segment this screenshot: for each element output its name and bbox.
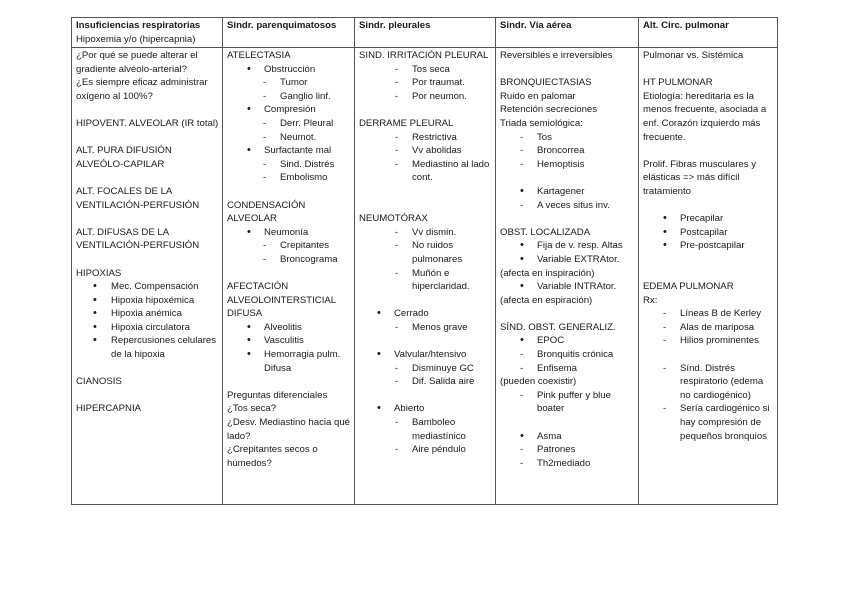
cerrado-sublist (359, 321, 492, 335)
rx-list (643, 307, 774, 348)
list-item: • Kartagener (500, 185, 635, 199)
irritacion-heading: SIND. IRRITACIÓN PLEURAL (359, 50, 489, 61)
list-item: • Mec. Compensación (76, 280, 219, 294)
pregunta-tos: ¿Tos seca? (227, 403, 277, 415)
focales-heading: ALT. FOCALES DE LA VENTILACIÓN-PERFUSIÓN (76, 185, 200, 211)
afectacion-list (227, 321, 351, 375)
neumonia-sublist (227, 239, 351, 266)
question-oxigeno: ¿Es siempre eficaz administrar oxígeno al 100%? (76, 77, 208, 102)
triada-list (500, 131, 635, 172)
header-parenquimatosos: Sindr. parenquimatosos (223, 18, 355, 48)
list-item: - Neumot. (227, 131, 351, 145)
list-item: - Por traumat. (359, 76, 492, 90)
obstruccion-sublist (227, 76, 351, 103)
obst-generaliz-heading: SÍND. OBST. GENERALIZ. (500, 321, 616, 333)
header-insuficiencias (72, 18, 223, 48)
list-item: - Líneas B de Kerley (643, 307, 774, 321)
list-item: - Mediastino al lado cont. (359, 158, 492, 185)
hipoxias-list (76, 280, 219, 362)
list-item: • EPOC (500, 334, 635, 348)
list-item: • Obstrucción (227, 63, 351, 77)
list-item: • Variable EXTRAtor. (500, 253, 635, 267)
epoc-sublist (500, 348, 635, 375)
surfactante-sublist (227, 158, 351, 185)
cell-parenquimatosos (223, 48, 355, 505)
list-item: - Vv dismin. (359, 226, 492, 240)
list-item: • Hemorragia pulm. Difusa (227, 348, 351, 375)
list-item: • Valvular/htensivo (359, 348, 492, 362)
list-item: - Derr. Pleural (227, 117, 351, 131)
header-circ-pulmonar: Alt. Circ. pulmonar (639, 18, 778, 48)
cell-insuficiencias (72, 48, 223, 505)
list-item: - Pink puffer y blue boater (500, 389, 635, 416)
list-item: - Sind. Distrés (227, 158, 351, 172)
list-item: - Bamboleo mediastínico (359, 416, 492, 443)
extra-note: (afecta en inspiración) (500, 267, 595, 279)
list-item: • Pre-postcapilar (643, 239, 774, 253)
list-item: - Bronquitis crónica (500, 348, 635, 362)
header-pleurales: Sindr. pleurales (355, 18, 496, 48)
list-item: - Alas de mariposa (643, 321, 774, 335)
list-item: • Abierto (359, 402, 492, 416)
derrame-heading: DERRAME PLEURAL (359, 117, 454, 129)
list-item: - Tos (500, 131, 635, 145)
list-item: - Hemoptisis (500, 158, 635, 172)
neumotorax-heading: NEUMOTÓRAX (359, 213, 428, 225)
list-item: - No ruidos pulmonares (359, 239, 492, 266)
cell-circ-pulmonar (639, 48, 778, 505)
prolif-text: Prolif. Fibras musculares y elásticas => más difícil tratamiento (643, 158, 757, 197)
neumotorax-list (359, 226, 492, 294)
summary-table (71, 17, 778, 505)
list-item: - Sería cardiogénico si hay compresión de pequeños bronquios (643, 402, 774, 443)
bronq-line: Ruido en palomar (500, 90, 576, 102)
intra-note: (afecta en espiración) (500, 294, 593, 306)
derrame-list (359, 131, 492, 185)
hipercapnia-heading: HIPERCAPNIA (76, 403, 142, 415)
obst-localizada-heading: OBST. LOCALIZADA (500, 226, 591, 238)
header-insuficiencias-subtitle: Hipoxemia y/o (hipercapnia) (76, 33, 196, 45)
reversibles-line: Reversibles e irreversibles (500, 50, 613, 61)
list-item: - Por neumon. (359, 90, 492, 104)
hipoxias-heading: HIPOXIAS (76, 267, 122, 279)
atelectasia-heading: ATELECTASIA (227, 50, 291, 61)
afectacion-heading: AFECTACIÓN ALVEOLOINTERSTICIAL DIFUSA (227, 281, 336, 320)
list-item: - Tos seca (359, 63, 492, 77)
coexistir-note: (pueden coexistir) (500, 376, 577, 388)
list-item: • Hipoxia anémica (76, 307, 219, 321)
list-item: • Compresión (227, 103, 351, 117)
bronquiectasias-heading: BRONQUIECTASIAS (500, 77, 592, 89)
list-item: • Precapilar (643, 212, 774, 226)
list-item: - A veces situs inv. (500, 199, 635, 213)
list-item: • Asma (500, 430, 635, 444)
list-item: • Surfactante mal (227, 144, 351, 158)
list-item: • Hipoxia circulatora (76, 321, 219, 335)
valvular-sublist (359, 362, 492, 389)
difusion-pura-heading: ALT. PURA DIFUSIÓN ALVEÓLO-CAPILAR (76, 145, 172, 170)
question-gradiente: ¿Por qué se puede alterar el gradiente alvéolo-arterial? (76, 50, 198, 75)
list-item: - Patrones (500, 443, 635, 457)
list-item: • Neumonía (227, 226, 351, 240)
header-via-aerea: Sindr. Vía aérea (496, 18, 639, 48)
list-item: - Vv abolidas (359, 144, 492, 158)
cell-pleurales (355, 48, 496, 505)
list-item: - Restrictiva (359, 131, 492, 145)
bronq-line: Retención secreciones (500, 104, 598, 116)
pregunta-crepitantes: ¿Crepitantes secos o húmedos? (227, 444, 318, 469)
list-item: - Muñón e hiperclaridad. (359, 267, 492, 294)
list-item: • Alveolitis (227, 321, 351, 335)
header-insuficiencias-title: Insuficiencias respiratorias (76, 20, 201, 31)
compresion-sublist (227, 117, 351, 144)
asma-sublist (500, 443, 635, 470)
list-item: - Th2mediado (500, 457, 635, 471)
cianosis-heading: CIANOSIS (76, 376, 122, 388)
abierto-sublist (359, 416, 492, 457)
list-item: - Broncograma (227, 253, 351, 267)
list-item: • Hipoxia hipoxémica (76, 294, 219, 308)
list-item: - Dif. Salida aire (359, 375, 492, 389)
list-item: • Cerrado (359, 307, 492, 321)
list-item: - Broncorrea (500, 144, 635, 158)
ht-heading: HT PULMONAR (643, 77, 713, 89)
difusas-heading: ALT. DIFUSAS DE LA VENTILACIÓN-PERFUSIÓN (76, 226, 200, 252)
list-item: - Disminuye GC (359, 362, 492, 376)
list-item: - Aire péndulo (359, 443, 492, 457)
content-row (72, 48, 778, 505)
list-item: - Tumor (227, 76, 351, 90)
list-item: • Vasculitis (227, 334, 351, 348)
list-item: • Variable INTRAtor. (500, 280, 635, 294)
ht-list (643, 212, 774, 253)
list-item: - Ganglio linf. (227, 90, 351, 104)
etiologia-text: Etiología: hereditaria es la menos frecuente, asociada a enf. Corazón izquierdo más frecuente. (643, 90, 767, 143)
bronq-line: Triada semiológica: (500, 117, 583, 129)
header-row (72, 18, 778, 48)
list-item: - Menos grave (359, 321, 492, 335)
rx-label: Rx: (643, 294, 658, 306)
list-item: - Embolismo (227, 171, 351, 185)
list-item: • Repercusiones celulares de la hipoxia (76, 334, 219, 361)
hipovent-heading: HIPOVENT. ALVEOLAR (IR total) (76, 117, 219, 129)
list-item: - Hilios prominentes (643, 334, 774, 348)
irritacion-list (359, 63, 492, 104)
atelectasia-list (227, 63, 351, 77)
pregunta-mediastino: ¿Desv. Mediastino hacia qué lado? (227, 417, 351, 442)
condensacion-heading: CONDENSACIÓN ALVEOLAR (227, 199, 306, 225)
list-item: - Crepitantes (227, 239, 351, 253)
pulmonar-line: Pulmonar vs. Sistémica (643, 50, 744, 61)
cell-via-aerea (496, 48, 639, 505)
list-item: - Enfisema (500, 362, 635, 376)
list-item: • Postcapilar (643, 226, 774, 240)
edema-heading: EDEMA PULMONAR (643, 281, 734, 293)
list-item: - Sínd. Distrés respiratorio (edema no cardiogénico) (643, 362, 774, 403)
list-item: • Fija de v. resp. Altas (500, 239, 635, 253)
preguntas-heading: Preguntas diferenciales (227, 389, 328, 401)
